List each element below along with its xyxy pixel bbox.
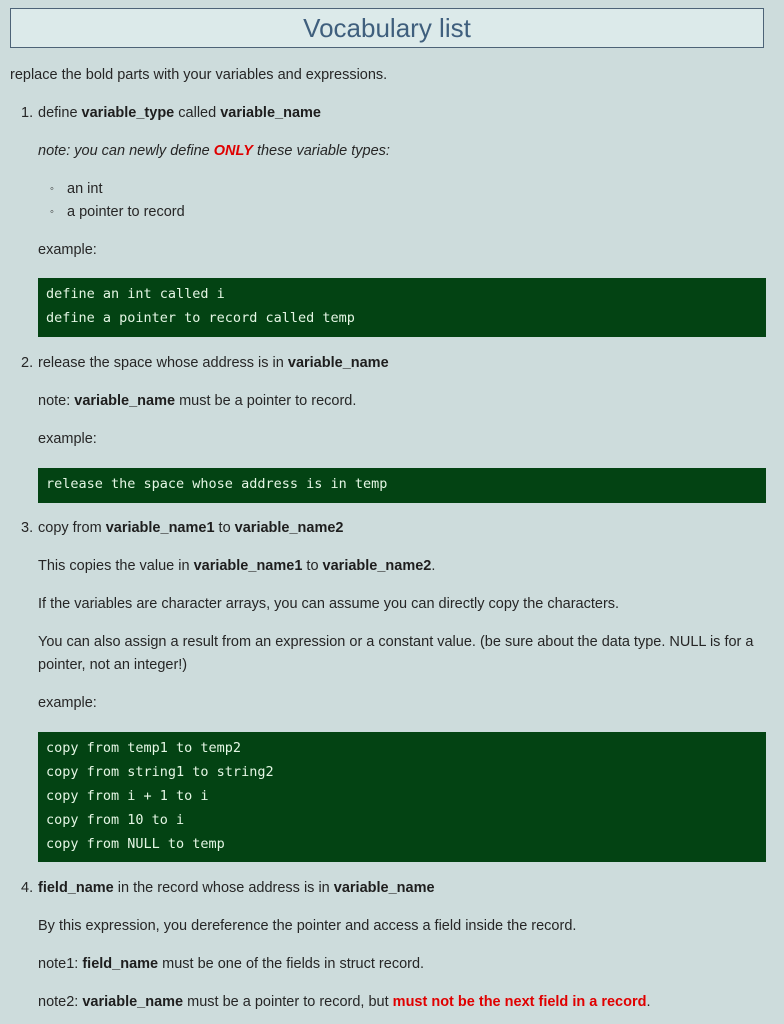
example-label: example: [38,695,97,711]
code-line: copy from string1 to string2 [46,764,274,780]
code-line: copy from i + 1 to i [46,788,209,804]
item-number: 2. [21,355,34,371]
item-heading: copy from variable_name1 to variable_name2 [38,520,344,536]
paragraph: You can also assign a result from an expression or a constant value. (be sure about the data type. NULL is for a pointer, not an integer!) [38,634,754,673]
code-line: copy from temp1 to temp2 [46,740,242,756]
page-title: Vocabulary list [303,12,471,43]
item-note: note2: variable_name must be a pointer to record, but must not be the next field in a record. [38,994,651,1010]
paragraph: This copies the value in variable_name1 to variable_name2. [38,558,436,574]
item-note: note: you can newly define ONLY these variable types: [38,143,390,159]
item-note: note: variable_name must be a pointer to record. [38,393,357,409]
item-note: note1: field_name must be one of the fields in struct record. [38,956,425,972]
code-block [38,278,766,337]
item-heading: field_name in the record whose address is in variable_name [38,880,435,896]
code-line: copy from NULL to temp [46,836,225,852]
bullet-icon: ◦ [50,206,54,218]
code-line: copy from 10 to i [46,812,185,828]
example-label: example: [38,242,97,258]
title-banner [10,8,764,48]
item-number: 4. [21,880,34,896]
item-heading: define variable_type called variable_name [38,105,321,121]
code-block [38,468,766,503]
paragraph: By this expression, you dereference the pointer and access a field inside the record. [38,918,577,934]
paragraph: If the variables are character arrays, you can assume you can directly copy the characters. [38,596,620,612]
list-item: an int [67,181,103,197]
code-line: define a pointer to record called temp [46,310,355,326]
code-line: release the space whose address is in temp [46,476,388,492]
bullet-icon: ◦ [50,183,54,195]
list-item: a pointer to record [67,204,185,220]
code-block [38,732,766,862]
item-number: 1. [21,105,34,121]
intro-text: replace the bold parts with your variables and expressions. [10,67,388,83]
item-heading: release the space whose address is in variable_name [38,355,389,371]
code-line: define an int called i [46,286,225,302]
item-number: 3. [21,520,34,536]
example-label: example: [38,431,97,447]
